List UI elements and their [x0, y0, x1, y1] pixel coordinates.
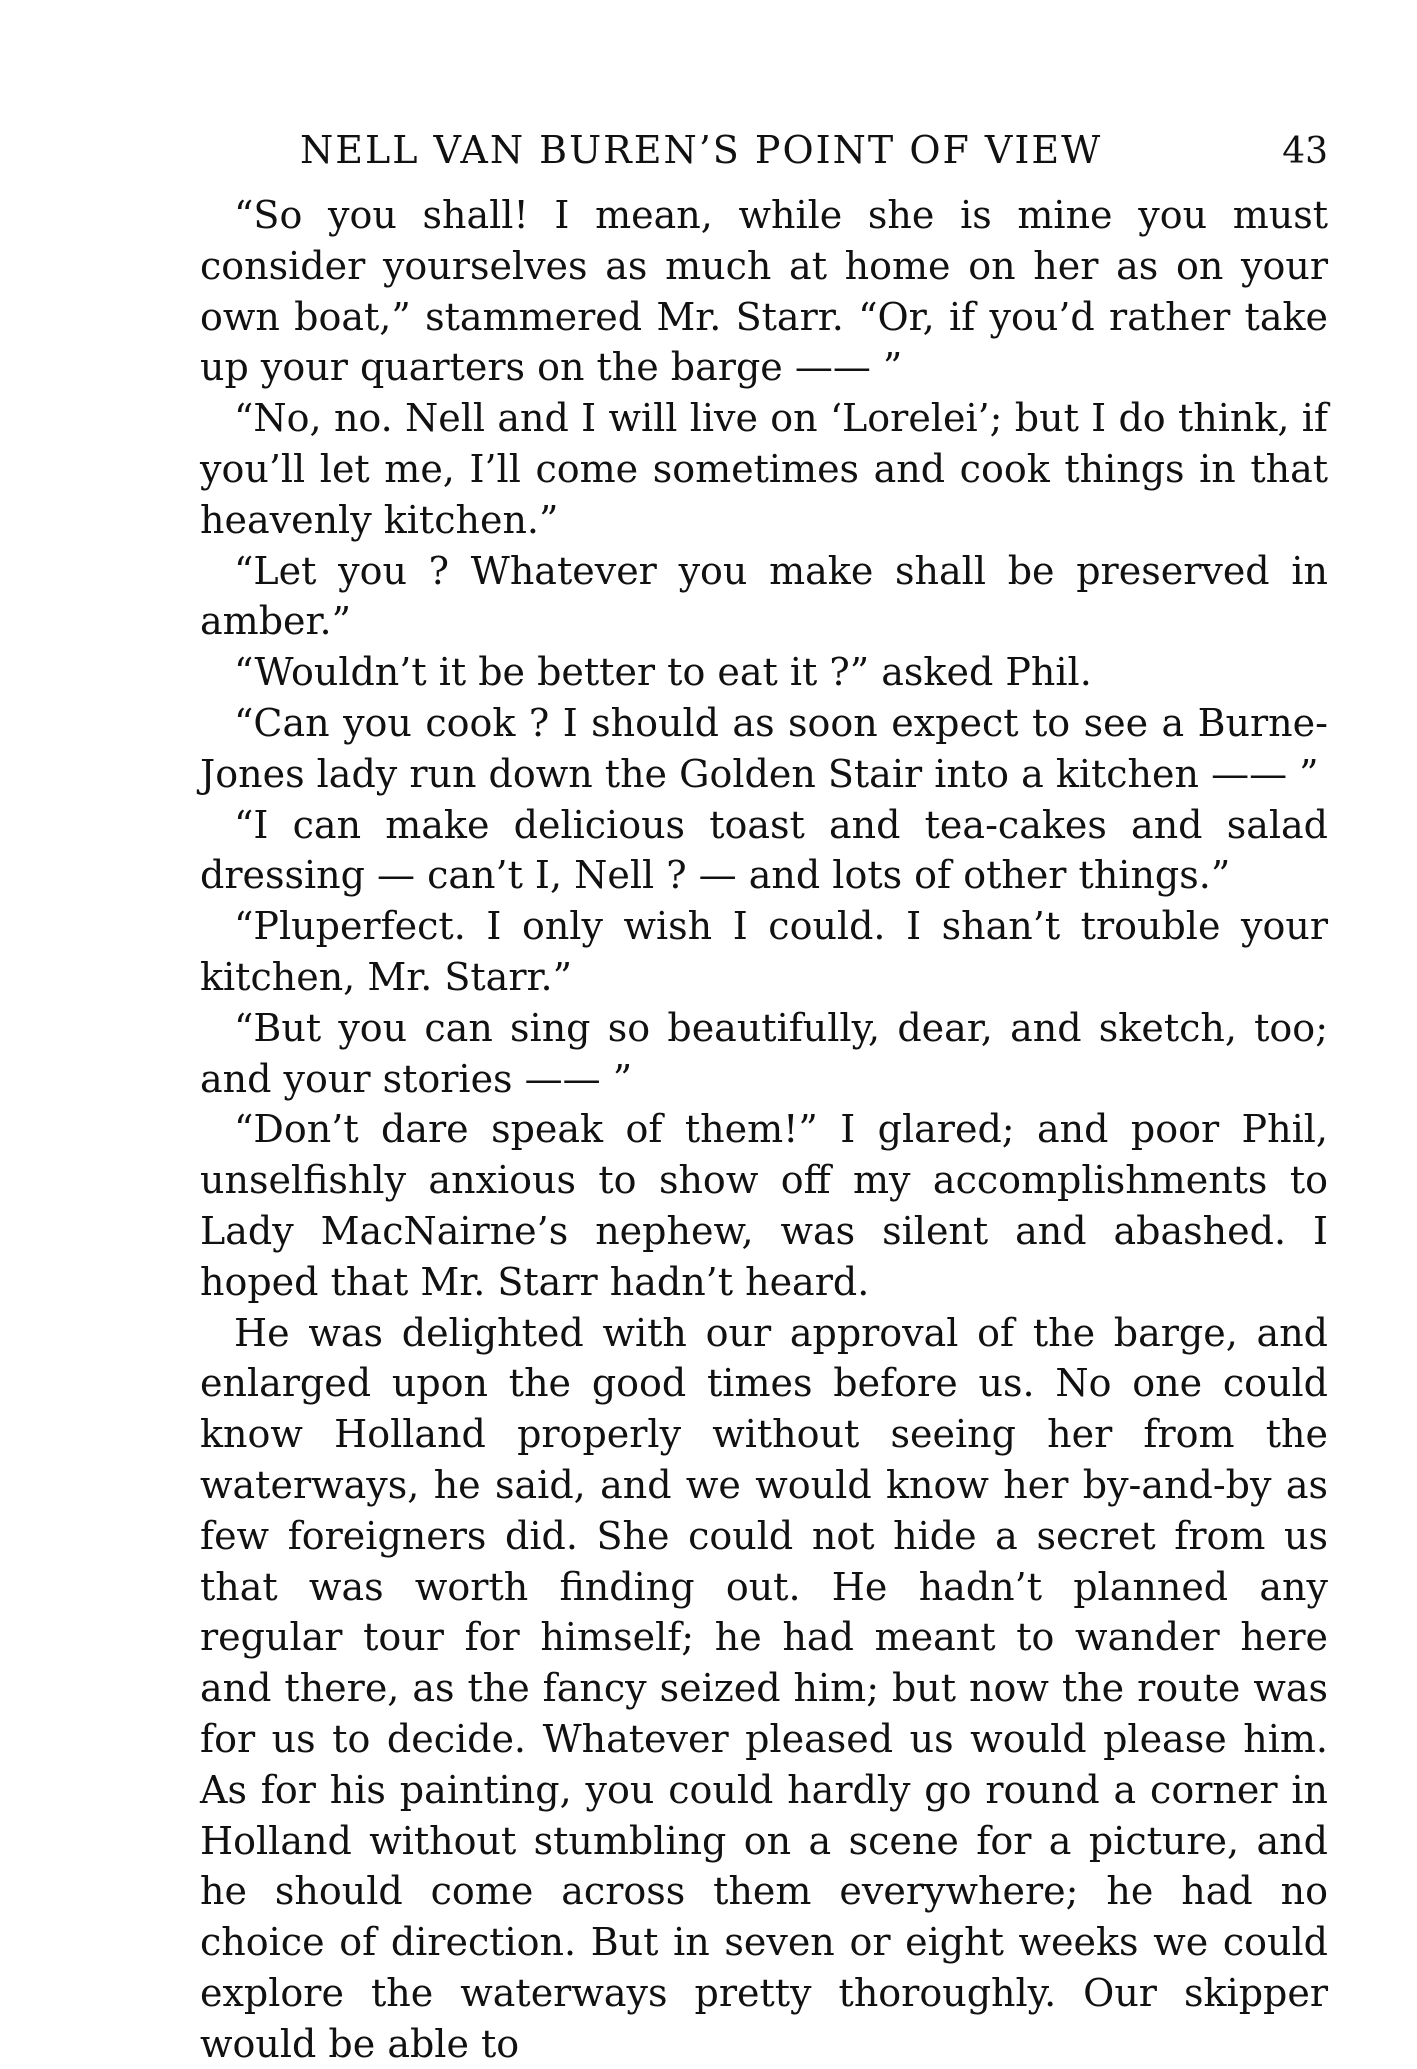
paragraph: “No, no. Nell and I will live on ‘Lorelei’; but I do think, if you’ll let me, I’ll come sometimes and cook things in that heavenly kitchen.” [200, 396, 1328, 542]
paragraph: He was delighted with our approval of the barge, and enlarged upon the good times before us. No one could know Holland properly without seeing her from the waterways, he said, and we would know her by-and-by as few foreigners did. She could not hide a secret from us that was worth finding out. He hadn’t planned any regular tour for himself; he had meant to wander here and there, as the fancy seized him; but now the route was for us to decide. Whatever pleased us would please him. As for his painting, you could hardly go round a corner in Holland without stumbling on a scene for a picture, and he should come across them everywhere; he had no choice of direction. But in seven or eight weeks we could explore the waterways pretty thoroughly. Our skipper would be able to [200, 1310, 1328, 2066]
paragraph: “Can you cook ? I should as soon expect to see a Burne-Jones lady run down the Golden Stair into a kitchen —— ” [200, 700, 1328, 796]
body-text [200, 190, 1328, 2069]
paragraph: “I can make delicious toast and tea-cakes and salad dressing — can’t I, Nell ? — and lots of other things.” [200, 802, 1328, 898]
running-title: NELL VAN BUREN’S POINT OF VIEW [300, 128, 1103, 172]
paragraph: “Don’t dare speak of them!” I glared; and poor Phil, unselfishly anxious to show off my accomplishments to Lady MacNairne’s nephew, was silent and abashed. I hoped that Mr. Starr hadn’t heard. [200, 1107, 1328, 1304]
running-header [200, 128, 1328, 190]
paragraph: “Wouldn’t it be better to eat it ?” asked Phil. [234, 650, 1092, 695]
paragraph: “So you shall! I mean, while she is mine you must consider yourselves as much at home on her as on your own boat,” stammered Mr. Starr. “Or, if you’d rather take up your quarters on the barge —— ” [200, 193, 1328, 390]
paragraph: “Pluperfect. I only wish I could. I shan’t trouble your kitchen, Mr. Starr.” [200, 904, 1328, 999]
book-page [200, 128, 1328, 2069]
paragraph: “But you can sing so beautifully, dear, and sketch, too; and your stories —— ” [200, 1005, 1328, 1101]
page-number: 43 [1282, 131, 1328, 172]
paragraph: “Let you ? Whatever you make shall be preserved in amber.” [200, 548, 1328, 644]
